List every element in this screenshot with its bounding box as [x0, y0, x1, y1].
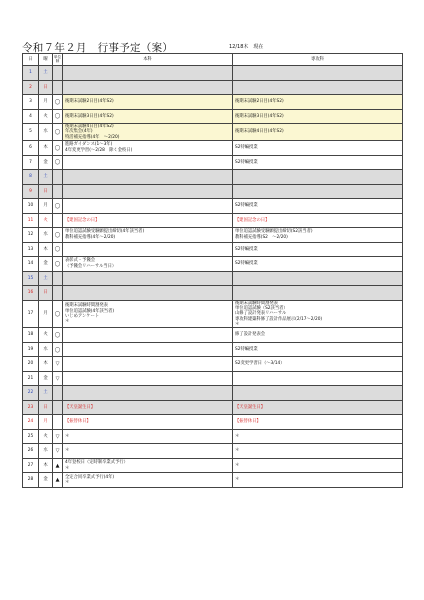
- class-mark: [53, 271, 63, 286]
- event-text: 【天皇誕生日】: [235, 404, 266, 410]
- class-mark: ▽: [53, 429, 63, 444]
- page-title: 令和７年２月 行事予定（案）: [22, 42, 174, 54]
- weekday: 木: [39, 141, 53, 156]
- event-text: 単位追認試験受験願提出締切(S2該当者): [235, 229, 313, 235]
- event-text: 山修了設計発表リハーサル: [235, 311, 287, 317]
- advanced-course-events: [233, 242, 403, 257]
- day-row: [23, 199, 403, 214]
- advanced-course-events: [233, 228, 403, 243]
- day-number: 18: [23, 328, 39, 343]
- event-text: 進路ガイダンス(1～3年): [65, 142, 113, 148]
- event-text: 特活補充指導(4年 ～2/20): [65, 134, 120, 140]
- day-number: 16: [23, 286, 39, 301]
- event-text: いじめアンケート: [65, 313, 100, 319]
- event-text: （予餞会リハーサル当日）: [65, 263, 117, 269]
- header-advanced-course: 専攻科: [233, 54, 403, 66]
- weekday: 日: [39, 80, 53, 95]
- main-course-events: [63, 109, 233, 124]
- class-mark: [53, 80, 63, 95]
- class-mark: ◯: [53, 124, 63, 141]
- weekday: 月: [39, 95, 53, 110]
- main-course-events: [63, 155, 233, 170]
- weekday: 土: [39, 170, 53, 185]
- main-course-events: [63, 170, 233, 185]
- advanced-course-events: [233, 473, 403, 488]
- advanced-course-events: [233, 95, 403, 110]
- class-mark: [53, 386, 63, 401]
- header-credit-system: 単位制: [53, 54, 63, 66]
- advanced-course-events: [233, 66, 403, 81]
- event-text: 【建国記念の日】: [235, 217, 270, 223]
- weekday: 金: [39, 371, 53, 386]
- main-course-events: [63, 286, 233, 301]
- weekday: 火: [39, 213, 53, 228]
- event-text: S2特編授業: [235, 159, 258, 165]
- day-row: [23, 458, 403, 473]
- class-mark: ▲: [53, 458, 63, 473]
- weekday: 木: [39, 458, 53, 473]
- main-course-events: [63, 328, 233, 343]
- advanced-course-events: [233, 141, 403, 156]
- advanced-course-events: [233, 300, 403, 328]
- advanced-course-events: [233, 80, 403, 95]
- main-course-events: [63, 429, 233, 444]
- day-row: [23, 415, 403, 430]
- event-text: 単位追認試験（S2該当者）: [235, 305, 288, 311]
- main-course-events: [63, 66, 233, 81]
- event-text: 【天皇誕生日】: [65, 404, 96, 410]
- day-number: 24: [23, 415, 39, 430]
- main-course-events: [63, 473, 233, 488]
- schedule-body: [23, 66, 403, 488]
- advanced-course-events: [233, 109, 403, 124]
- advanced-course-events: [233, 429, 403, 444]
- event-text: 表彰式・予餞会: [65, 258, 96, 264]
- event-text: ＊: [235, 462, 240, 468]
- day-row: [23, 386, 403, 401]
- main-course-events: [63, 371, 233, 386]
- day-number: 2: [23, 80, 39, 95]
- header-main-course: 本科: [63, 54, 233, 66]
- day-row: [23, 300, 403, 328]
- event-text: ＊: [65, 433, 70, 439]
- day-number: 17: [23, 300, 39, 328]
- day-number: 10: [23, 199, 39, 214]
- class-mark: ▽: [53, 357, 63, 372]
- event-text: S2特編授業: [235, 203, 258, 209]
- day-number: 6: [23, 141, 39, 156]
- main-course-events: [63, 444, 233, 459]
- day-number: 27: [23, 458, 39, 473]
- advanced-course-events: [233, 400, 403, 415]
- as-of-date: 12/18木 現在: [229, 44, 264, 50]
- class-mark: ▲: [53, 473, 63, 488]
- day-number: 28: [23, 473, 39, 488]
- weekday: 水: [39, 342, 53, 357]
- advanced-course-events: [233, 357, 403, 372]
- day-number: 22: [23, 386, 39, 401]
- advanced-course-events: [233, 124, 403, 141]
- day-number: 5: [23, 124, 39, 141]
- day-number: 26: [23, 444, 39, 459]
- event-text: 後期末試験3日目(4年S2): [65, 113, 114, 119]
- weekday: 土: [39, 271, 53, 286]
- advanced-course-events: [233, 286, 403, 301]
- class-mark: ◯: [53, 95, 63, 110]
- header-day: 日: [23, 54, 39, 66]
- class-mark: [53, 400, 63, 415]
- day-number: 8: [23, 170, 39, 185]
- event-text: 教科補充指導(S2 ～2/20): [235, 234, 288, 240]
- day-number: 20: [23, 357, 39, 372]
- day-row: [23, 342, 403, 357]
- weekday: 水: [39, 444, 53, 459]
- weekday: 金: [39, 473, 53, 488]
- advanced-course-events: [233, 271, 403, 286]
- day-row: [23, 124, 403, 141]
- event-text: 後期末試験2日目(4年S2): [235, 99, 284, 105]
- weekday: 火: [39, 109, 53, 124]
- weekday: 木: [39, 357, 53, 372]
- event-text: 専攻科建築科修了設計作品展示(2/17～2/20): [235, 316, 323, 322]
- weekday: 木: [39, 242, 53, 257]
- main-course-events: [63, 184, 233, 199]
- weekday: 水: [39, 228, 53, 243]
- class-mark: ◯: [53, 328, 63, 343]
- day-number: 4: [23, 109, 39, 124]
- event-text: S2特編授業: [235, 145, 258, 151]
- weekday: 月: [39, 300, 53, 328]
- advanced-course-events: [233, 386, 403, 401]
- event-text: 修了設計発表会: [235, 332, 266, 338]
- advanced-course-events: [233, 444, 403, 459]
- event-text: ＊: [65, 480, 70, 486]
- event-text: S2特編授業: [235, 261, 258, 267]
- weekday: 火: [39, 328, 53, 343]
- main-course-events: [63, 458, 233, 473]
- day-number: 9: [23, 184, 39, 199]
- event-text: 単位追認試験受験願提出締切(4年該当者): [65, 229, 145, 235]
- weekday: 金: [39, 257, 53, 272]
- class-mark: ◯: [53, 109, 63, 124]
- event-text: ＊: [235, 433, 240, 439]
- event-text: 教科補充指導(4年～2/20): [65, 234, 116, 240]
- weekday: 水: [39, 124, 53, 141]
- weekday: 月: [39, 199, 53, 214]
- weekday: 日: [39, 286, 53, 301]
- day-number: 11: [23, 213, 39, 228]
- day-row: [23, 80, 403, 95]
- event-text: 4年変更学習(～2/28 除く金校日): [65, 147, 133, 153]
- main-course-events: [63, 124, 233, 141]
- event-text: 後期末試験3日目(4年S2): [235, 113, 284, 119]
- class-mark: ◯: [53, 300, 63, 328]
- class-mark: ▽: [53, 444, 63, 459]
- day-number: 25: [23, 429, 39, 444]
- event-text: ＊: [235, 477, 240, 483]
- event-text: S2特編授業: [235, 346, 258, 352]
- class-mark: ◯: [53, 242, 63, 257]
- event-text: ＊: [235, 322, 240, 328]
- weekday: 土: [39, 386, 53, 401]
- main-course-events: [63, 342, 233, 357]
- day-number: 7: [23, 155, 39, 170]
- day-number: 1: [23, 66, 39, 81]
- day-number: 23: [23, 400, 39, 415]
- day-row: [23, 109, 403, 124]
- weekday: 日: [39, 184, 53, 199]
- main-course-events: [63, 271, 233, 286]
- day-row: [23, 184, 403, 199]
- day-row: [23, 371, 403, 386]
- class-mark: [53, 213, 63, 228]
- event-text: 【振替休日】: [235, 419, 261, 425]
- main-course-events: [63, 415, 233, 430]
- event-text: 4年登校日（定時制卒業式予行）: [65, 460, 128, 466]
- day-number: 12: [23, 228, 39, 243]
- weekday: 金: [39, 155, 53, 170]
- advanced-course-events: [233, 170, 403, 185]
- class-mark: ◯: [53, 228, 63, 243]
- advanced-course-events: [233, 415, 403, 430]
- day-number: 15: [23, 271, 39, 286]
- main-course-events: [63, 386, 233, 401]
- advanced-course-events: [233, 184, 403, 199]
- class-mark: ◯: [53, 342, 63, 357]
- weekday: 日: [39, 400, 53, 415]
- event-text: S2変更学習日（～3/14）: [235, 361, 285, 367]
- main-course-events: [63, 242, 233, 257]
- class-mark: [53, 415, 63, 430]
- event-text: S2特編授業: [235, 246, 258, 252]
- day-row: [23, 444, 403, 459]
- weekday: 火: [39, 429, 53, 444]
- day-row: [23, 95, 403, 110]
- day-number: 3: [23, 95, 39, 110]
- day-number: 14: [23, 257, 39, 272]
- header-weekday: 曜: [39, 54, 53, 66]
- day-row: [23, 228, 403, 243]
- event-text: 【振替休日】: [65, 419, 91, 425]
- main-course-events: [63, 257, 233, 272]
- advanced-course-events: [233, 458, 403, 473]
- main-course-events: [63, 300, 233, 328]
- day-row: [23, 429, 403, 444]
- day-row: [23, 357, 403, 372]
- class-mark: [53, 286, 63, 301]
- event-text: 【建国記念の日】: [65, 217, 100, 223]
- main-course-events: [63, 213, 233, 228]
- day-row: [23, 257, 403, 272]
- weekday: 月: [39, 415, 53, 430]
- day-row: [23, 66, 403, 81]
- advanced-course-events: [233, 342, 403, 357]
- event-text: ＊: [65, 448, 70, 454]
- event-text: 後期末試験4日目(4年S2): [65, 124, 114, 129]
- weekday: 土: [39, 66, 53, 81]
- main-course-events: [63, 400, 233, 415]
- class-mark: [53, 170, 63, 185]
- event-text: ＊: [65, 319, 70, 325]
- class-mark: ▽: [53, 371, 63, 386]
- page-header: [22, 40, 402, 52]
- event-text: 後期末試験時間割発表: [65, 303, 108, 309]
- day-number: 13: [23, 242, 39, 257]
- day-row: [23, 473, 403, 488]
- class-mark: ◯: [53, 199, 63, 214]
- day-row: [23, 242, 403, 257]
- class-mark: ◯: [53, 141, 63, 156]
- event-text: ＊: [235, 448, 240, 454]
- day-row: [23, 328, 403, 343]
- event-text: 後期末試験時間割発表: [235, 300, 278, 306]
- advanced-course-events: [233, 257, 403, 272]
- event-text: ＊: [65, 465, 70, 471]
- main-course-events: [63, 141, 233, 156]
- day-row: [23, 286, 403, 301]
- day-row: [23, 170, 403, 185]
- day-row: [23, 141, 403, 156]
- table-header-row: [23, 54, 403, 66]
- day-row: [23, 271, 403, 286]
- advanced-course-events: [233, 155, 403, 170]
- main-course-events: [63, 357, 233, 372]
- advanced-course-events: [233, 371, 403, 386]
- event-text: 全定合同卒業式予行(4年): [65, 474, 115, 480]
- class-mark: [53, 184, 63, 199]
- day-row: [23, 213, 403, 228]
- class-mark: [53, 66, 63, 81]
- main-course-events: [63, 80, 233, 95]
- advanced-course-events: [233, 328, 403, 343]
- class-mark: ◯: [53, 257, 63, 272]
- day-row: [23, 400, 403, 415]
- advanced-course-events: [233, 213, 403, 228]
- event-text: 単位追認試験(4年該当者): [65, 308, 115, 314]
- main-course-events: [63, 228, 233, 243]
- event-text: 年次集会(4年): [65, 129, 93, 135]
- day-row: [23, 155, 403, 170]
- event-text: 後期末試験4日目(4年S2): [235, 129, 284, 135]
- day-number: 21: [23, 371, 39, 386]
- schedule-table: [22, 53, 403, 488]
- advanced-course-events: [233, 199, 403, 214]
- event-text: 後期末試験2日目(4年S2): [65, 99, 114, 105]
- class-mark: ◯: [53, 155, 63, 170]
- main-course-events: [63, 95, 233, 110]
- day-number: 19: [23, 342, 39, 357]
- main-course-events: [63, 199, 233, 214]
